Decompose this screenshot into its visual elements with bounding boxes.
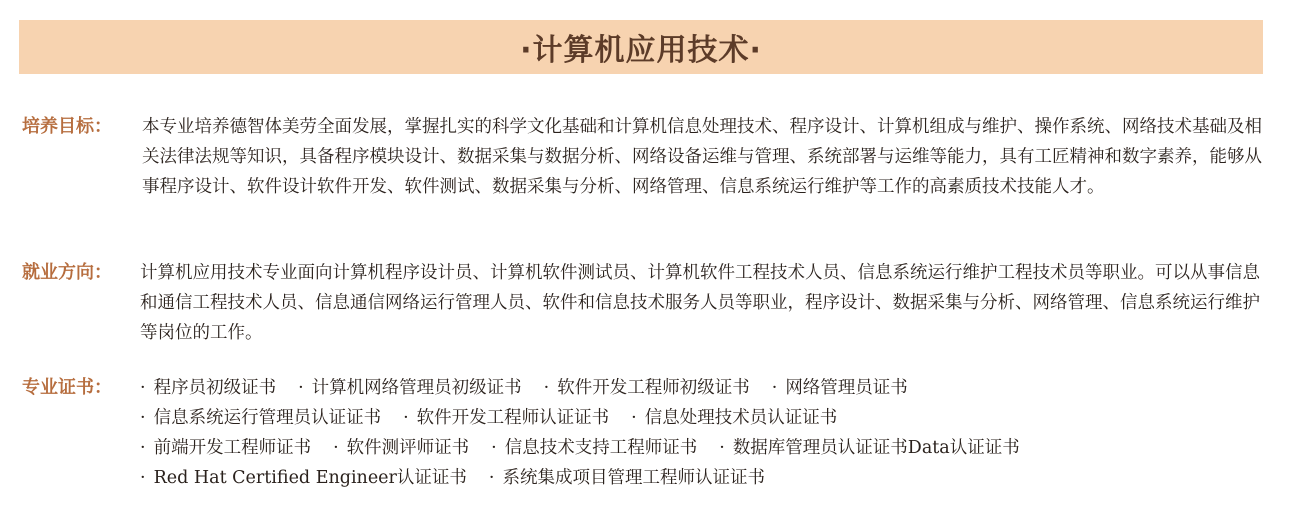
certificate-list — [140, 373, 1272, 493]
certificate-item: · 软件测评师证书 — [333, 433, 469, 463]
section-certificates — [22, 373, 1272, 493]
certificate-item: · 信息技术支持工程师证书 — [491, 433, 697, 463]
certificate-item: · 系统集成项目管理工程师认证证书 — [489, 463, 765, 493]
section-text-direction: 计算机应用技术专业面向计算机程序设计员、计算机软件测试员、计算机软件工程技术人员、信息系统运行维护工程技术员等职业。可以从事信息和通信工程技术人员、信息通信网络运行管理人员、软件和信息技术服务人员等职业，程序设计、数据采集与分析、网络管理、信息系统运行维护等岗位的工作。 — [140, 263, 1260, 343]
certificate-line — [140, 463, 1272, 493]
certificate-item: · 计算机网络管理员初级证书 — [298, 373, 522, 403]
title-banner — [19, 20, 1263, 74]
certificate-item: · 信息系统运行管理员认证证书 — [140, 403, 381, 433]
certificate-item: · 程序员初级证书 — [140, 373, 276, 403]
certificate-item: · 数据库管理员认证证书Data认证证书 — [719, 433, 1020, 463]
section-text-goal: 本专业培养德智体美劳全面发展，掌握扎实的科学文化基础和计算机信息处理技术、程序设计、计算机组成与维护、操作系统、网络技术基础及相关法律法规等知识，具备程序模块设计、数据采集与数据分析、网络设备运维与管理、系统部署与运维等能力，具有工匠精神和数字素养，能够从事程序设计、软件设计软件开发、软件测试、数据采集与分析、网络管理、信息系统运行维护等工作的高素质技术技能人才。 — [142, 117, 1262, 197]
section-label-goal: 培养目标： — [22, 116, 112, 137]
certificate-line — [140, 403, 1272, 433]
certificate-item: · 前端开发工程师证书 — [140, 433, 311, 463]
certificate-item: · Red Hat Certified Engineer认证证书 — [140, 463, 467, 493]
certificate-item: · 软件开发工程师初级证书 — [544, 373, 750, 403]
certificate-item: · 软件开发工程师认证证书 — [403, 403, 609, 433]
section-employment-direction — [22, 258, 1272, 348]
section-training-goal — [22, 112, 1272, 202]
certificate-item: · 网络管理员证书 — [772, 373, 908, 403]
page-title: ·计算机应用技术· — [520, 33, 762, 68]
certificate-line — [140, 433, 1272, 463]
certificate-item: · 信息处理技术员认证证书 — [631, 403, 837, 433]
certificate-line — [140, 373, 1272, 403]
section-label-certificates: 专业证书： — [22, 377, 112, 398]
section-label-direction: 就业方向： — [22, 262, 112, 283]
